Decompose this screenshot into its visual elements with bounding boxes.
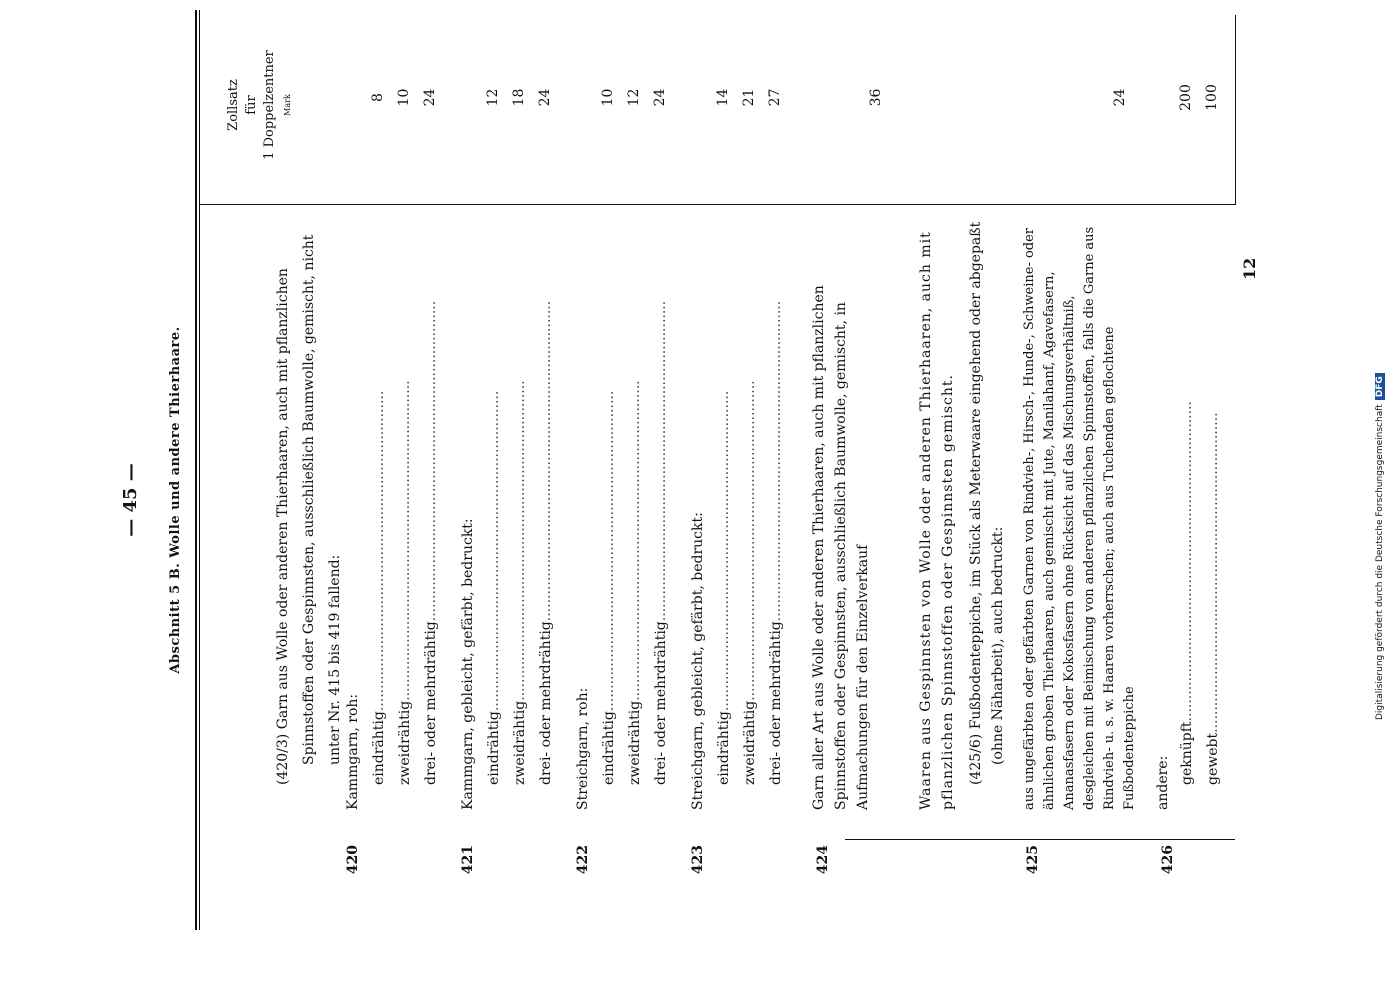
list-item: eindrähtig ........................................................................ [366, 220, 392, 785]
rate-value: 24 [652, 88, 668, 107]
list-item: zweidrähtig ........................................................................ [737, 220, 763, 785]
tariff-number: 426 [1160, 845, 1176, 875]
bottom-rule-right [1235, 15, 1236, 205]
tariff-number: 425 [1025, 845, 1041, 875]
item-label: eindrähtig [371, 711, 387, 785]
rate-value: 24 [537, 88, 553, 107]
list-item: drei- oder mehrdrähtig ........................................................................ [648, 220, 674, 785]
entry-heading: aus ungefärbten oder gefärbten Garnen von Rindvieh-, Hirsch-, Hunde-, Schweine- oder ähnlichen groben Thierhaaren, auch gemischt mit Jute, Manilahanf, Agavefasern, Ananasfasern oder Kokosfasern ohne Rücksicht auf das Mischungsverhältniß, desgleichen mit Beimischung von anderen pflanzlichen Spinnstoffen, falls die Garne aus Rindvieh- u. s. w. Haaren vorherrschen; auch aus Tuchenden geflochtene Fußbodenteppiche [1022, 226, 1137, 810]
list-item: geknüpft ........................................................................ [1174, 220, 1200, 785]
rate-value: 24 [422, 88, 438, 107]
number-rule [845, 839, 1235, 840]
list-item: zweidrähtig ........................................................................ [392, 220, 418, 785]
rate-value: 14 [715, 88, 731, 107]
top-rule [195, 10, 197, 930]
tariff-number: 420 [345, 845, 361, 875]
list-item: gewebt ........................................................................ [1200, 220, 1226, 785]
tariff-number: 423 [690, 845, 706, 875]
list-item: zweidrähtig ........................................................................ [622, 220, 648, 785]
item-label: gewebt [1205, 732, 1221, 785]
item-label: zweidrähtig [627, 700, 643, 785]
entry-heading: Streichgarn, roh: [575, 687, 591, 810]
rate-header-unit: Mark [283, 94, 292, 116]
rate-header-line3: 1 Doppelzentner [262, 50, 277, 160]
column-rule [200, 204, 1235, 205]
section-title: Abschnitt 5 B. Wolle und andere Thierhaare. [168, 326, 183, 674]
list-item: drei- oder mehrdrähtig ........................................................................ [763, 220, 789, 785]
entry-heading: Streichgarn, gebleicht, gefärbt, bedruckt: [690, 512, 706, 810]
entry-heading: Kammgarn, gebleicht, gefärbt, bedruckt: [460, 518, 476, 810]
entry-heading: Kammgarn, roh: [345, 693, 361, 810]
item-label: drei- oder mehrdrähtig [653, 621, 669, 785]
top-rule-thin [199, 10, 200, 930]
item-label: eindrähtig [486, 711, 502, 785]
footer-text: Digitalisierung gefördert durch die Deutsche Forschungsgemeinschaft [1375, 404, 1385, 720]
list-item: drei- oder mehrdrähtig ........................................................................ [533, 220, 559, 785]
list-item: eindrähtig ........................................................................ [711, 220, 737, 785]
list-item: eindrähtig ........................................................................ [481, 220, 507, 785]
rate-value: 27 [767, 88, 783, 107]
entry-intro-425: (425/6) Fußbodenteppiche, im Stück als Meterwaare eingehend oder abgepaßt (ohne Näharbeit), auch bedruckt: [968, 221, 1006, 785]
rate-column-header [225, 15, 297, 195]
list-item: drei- oder mehrdrähtig ........................................................................ [418, 220, 444, 785]
tariff-number: 424 [815, 845, 831, 875]
entry-intro-420: (420/3) Garn aus Wolle oder anderen Thierhaaren, auch mit pflanzlichen Spinnstoffen oder Gespinnsten, ausschließlich Baumwolle, gemischt, nicht unter Nr. 415 bis 419 fallend: [275, 234, 343, 785]
rate-header-line1: Zollsatz [226, 79, 241, 131]
rate-value: 12 [485, 88, 501, 107]
entry-heading: Garn aller Art aus Wolle oder anderen Thierhaaren, auch mit pflanzlichen Spinnstoffen oder Gespinnsten, ausschließlich Baumwolle, gemischt, in Aufmachungen für den Einzelverkauf [811, 285, 871, 810]
digitization-footer [1375, 373, 1385, 720]
rate-value: 12 [626, 88, 642, 107]
item-label: drei- oder mehrdrähtig [423, 621, 439, 785]
rate-value: 200 [1178, 84, 1194, 111]
rate-value: 8 [370, 93, 386, 102]
item-label: zweidrähtig [397, 700, 413, 785]
rate-value: 18 [511, 88, 527, 107]
item-label: eindrähtig [601, 711, 617, 785]
signature-mark: 12 [1240, 257, 1259, 280]
rate-value: 10 [600, 88, 616, 107]
rate-value: 24 [1112, 88, 1128, 107]
tariff-number: 422 [575, 845, 591, 875]
list-item: eindrähtig ........................................................................ [596, 220, 622, 785]
rate-value: 21 [741, 88, 757, 107]
dfg-logo: DFG [1375, 373, 1385, 400]
item-label: zweidrähtig [742, 700, 758, 785]
rate-value: 36 [868, 88, 884, 107]
item-label: eindrähtig [716, 711, 732, 785]
rate-header-line2: für [244, 95, 259, 115]
item-label: drei- oder mehrdrähtig [538, 621, 554, 785]
section-subheading: Waaren aus Gespinnsten von Wolle oder anderen Thierhaaren, auch mit pflanzlichen Spinnstoffen oder Gespinnsten gemischt. [918, 231, 956, 810]
list-item: zweidrähtig ........................................................................ [507, 220, 533, 785]
item-label: drei- oder mehrdrähtig [768, 621, 784, 785]
rate-value: 100 [1204, 84, 1220, 111]
item-label: geknüpft [1179, 721, 1195, 785]
item-label: zweidrähtig [512, 700, 528, 785]
page-number: — 45 — [120, 463, 141, 537]
rate-value: 10 [396, 88, 412, 107]
tariff-number: 421 [460, 845, 476, 875]
entry-heading: andere: [1155, 755, 1171, 810]
